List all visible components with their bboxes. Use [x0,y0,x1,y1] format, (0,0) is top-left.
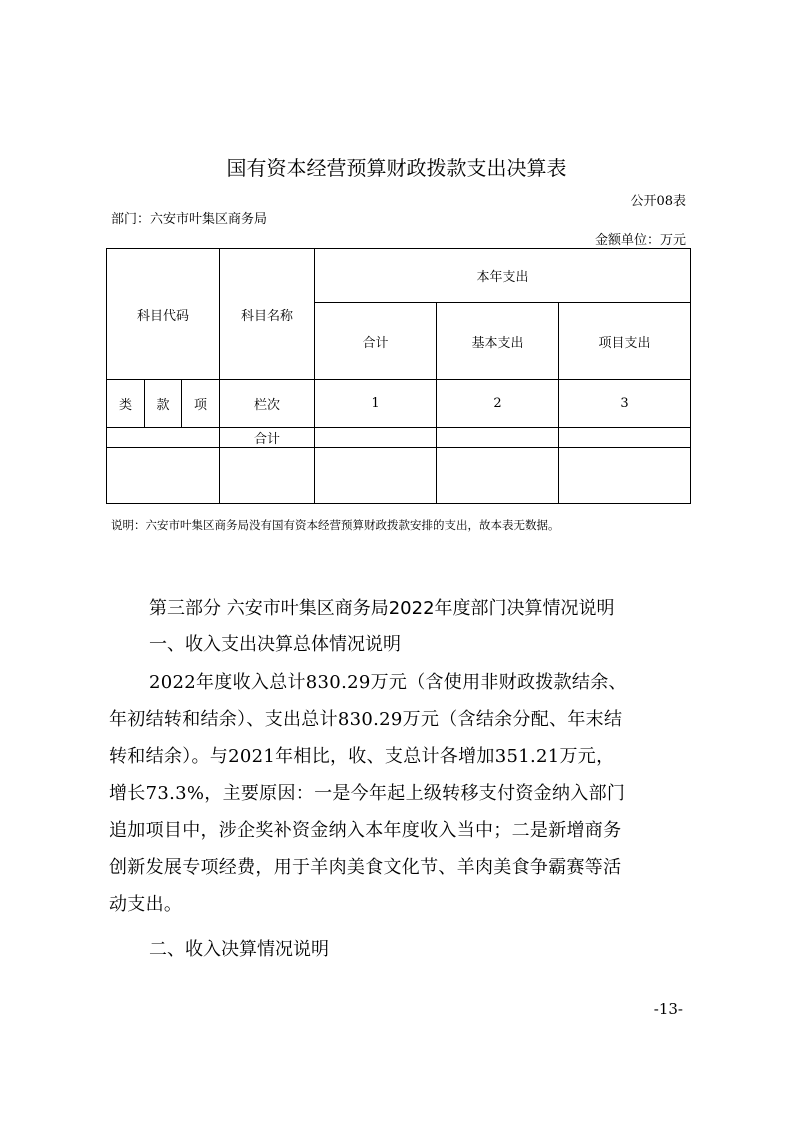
total-row-label: 合计 [220,428,315,448]
header-subject-name: 科目名称 [220,249,315,380]
header-current-year-expenditure: 本年支出 [315,249,691,303]
column-index-2: 2 [437,380,559,428]
paragraph-line: 年初结转和结余）、支出总计830.29万元（含结余分配、年末结 [109,709,623,730]
page-number: -13- [653,1000,683,1018]
table-note: 说明：六安市叶集区商务局没有国有资本经营预算财政拨款安排的支出，故本表无数据。 [111,518,560,532]
paragraph-line: 创新发展专项经费，用于羊肉美食文化节、羊肉美食争霸赛等活 [109,857,622,878]
header-kuan: 款 [145,380,182,428]
paragraph-line: 增长73.3%，主要原因：一是今年起上级转移支付资金纳入部门 [109,783,626,804]
header-xiang: 项 [182,380,220,428]
column-index-3: 3 [559,380,691,428]
form-number: 公开08表 [630,194,686,209]
part-heading: 第三部分 六安市叶集区商务局2022年度部门决算情况说明 [149,598,615,619]
column-index-1: 1 [315,380,437,428]
table-title: 国有资本经营预算财政拨款支出决算表 [226,156,567,180]
header-row-index: 栏次 [220,380,315,428]
section2-heading: 二、收入决算情况说明 [149,939,329,960]
expenditure-table [106,248,691,504]
header-lei: 类 [107,380,145,428]
header-basic-expenditure: 基本支出 [437,303,559,380]
paragraph-line: 转和结余）。与2021年相比，收、支总计各增加351.21万元， [109,746,615,767]
header-subject-code: 科目代码 [107,249,220,380]
table-row [107,428,691,448]
paragraph-line: 动支出。 [109,894,183,915]
section1-heading: 一、收入支出决算总体情况说明 [149,634,401,655]
paragraph-line: 追加项目中，涉企奖补资金纳入本年度收入当中；二是新增商务 [109,820,622,841]
paragraph-line: 2022年度收入总计830.29万元（含使用非财政拨款结余、 [149,672,627,693]
table-row [107,448,691,504]
amount-unit-label: 金额单位：万元 [594,233,686,248]
header-total: 合计 [315,303,437,380]
department-label: 部门：六安市叶集区商务局 [111,212,268,227]
header-project-expenditure: 项目支出 [559,303,691,380]
